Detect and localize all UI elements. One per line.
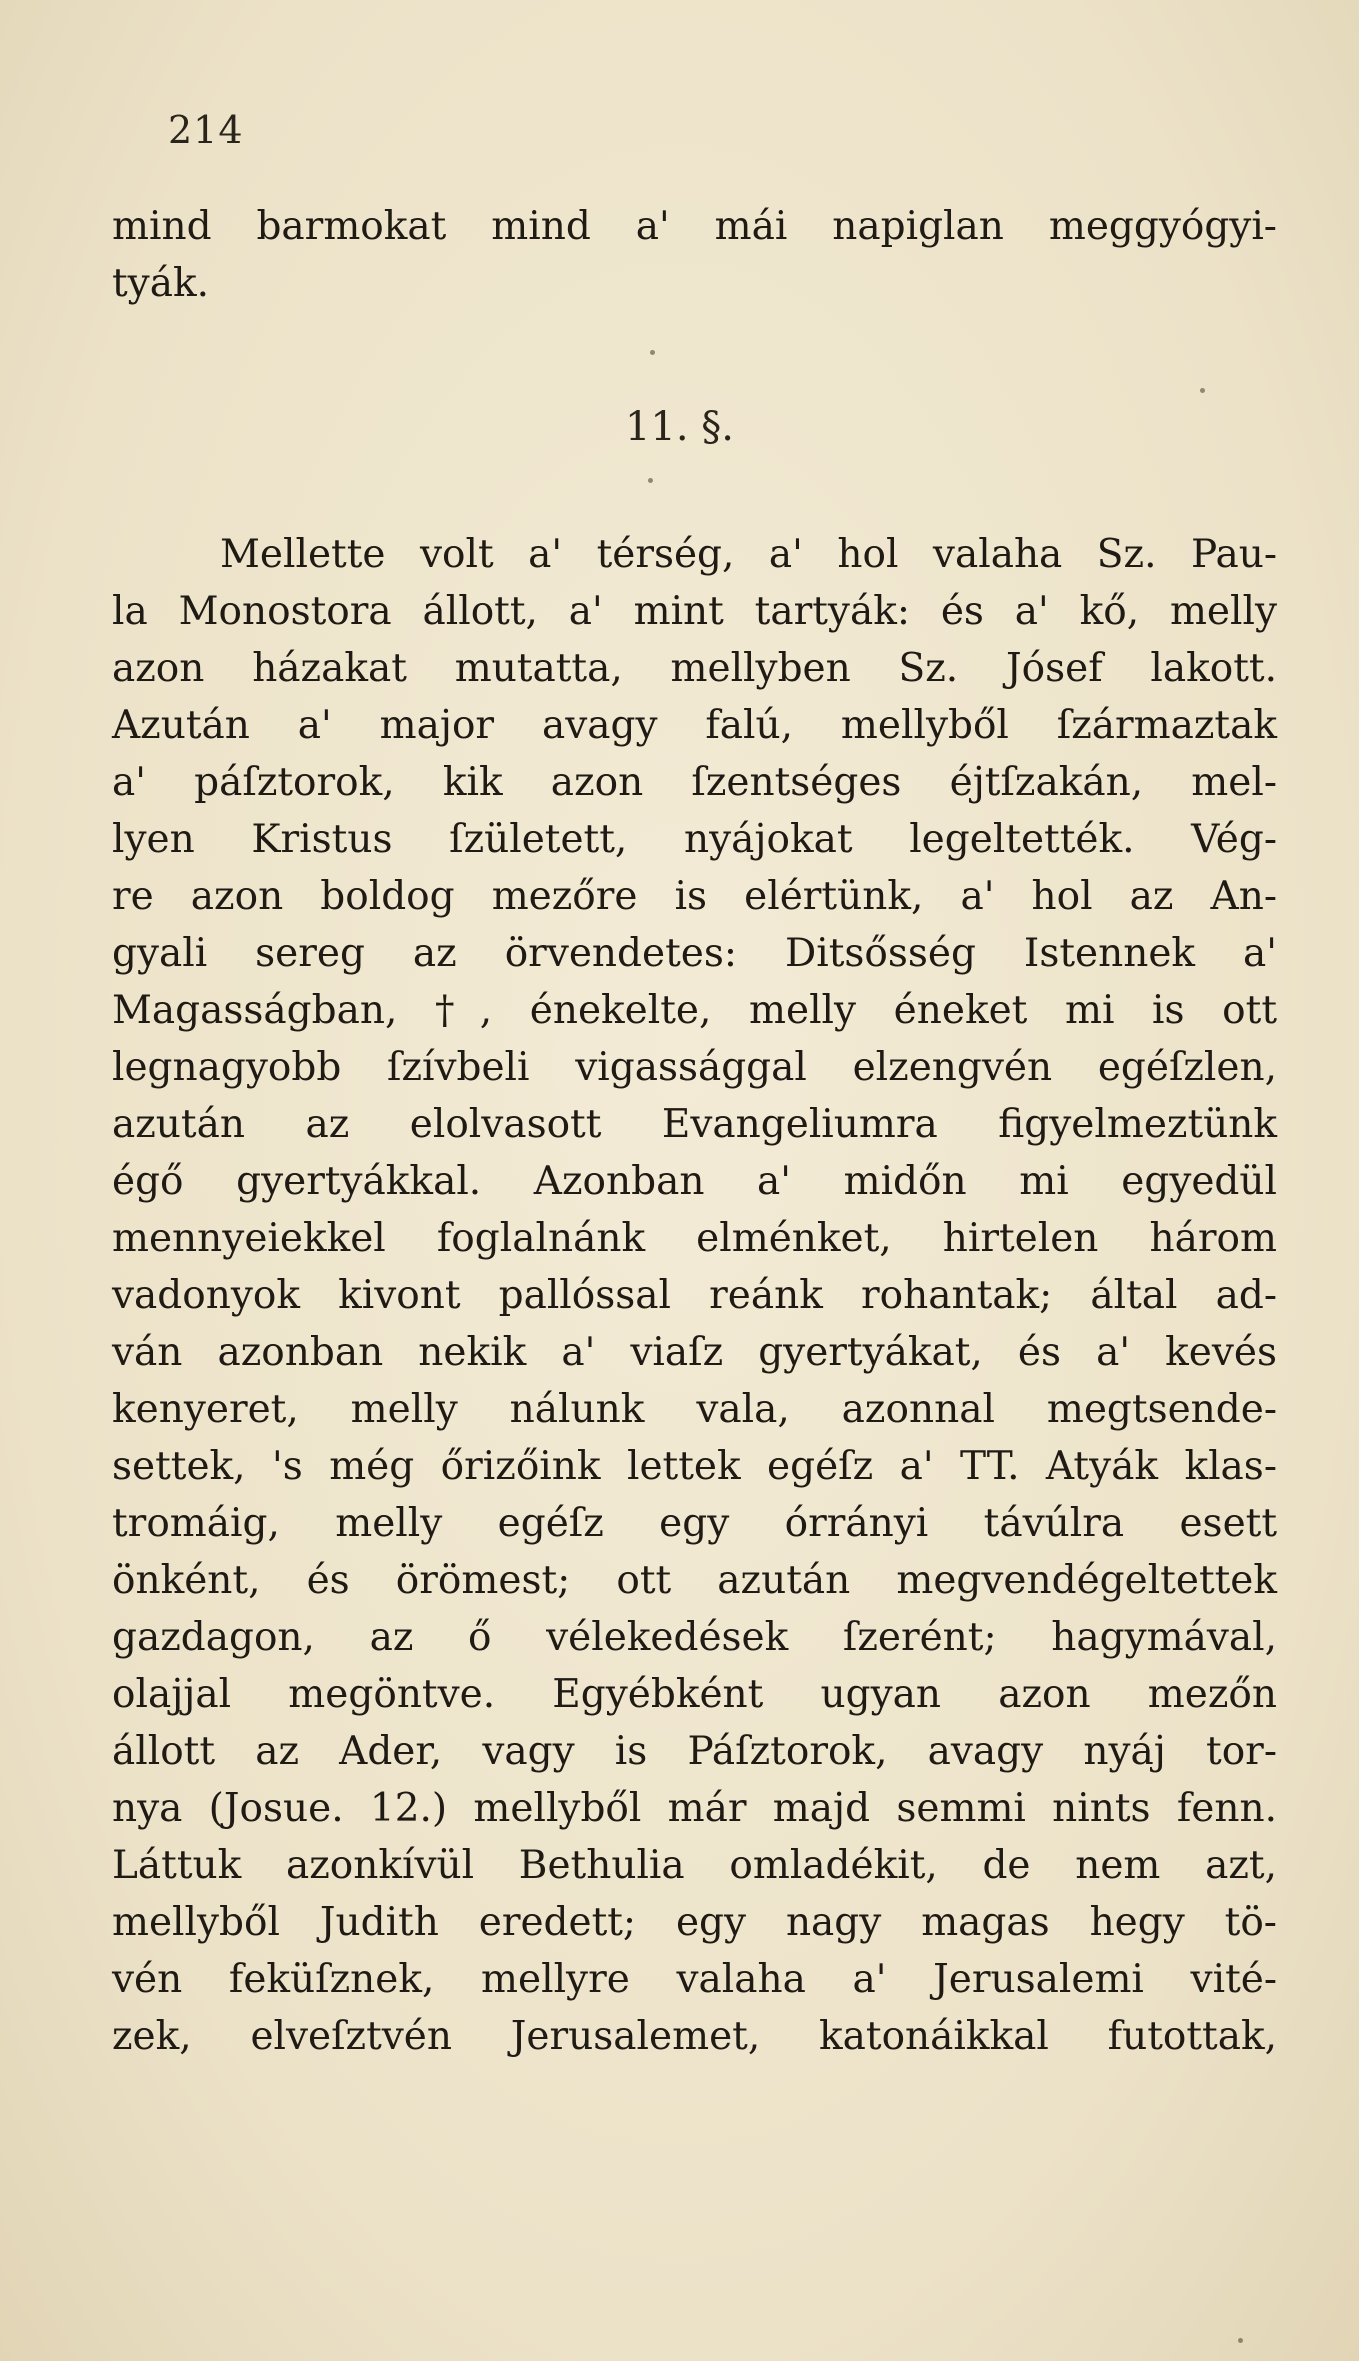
text-line: Láttuk azonkívül Bethulia omladékit, de nem azt, — [112, 1843, 1277, 1888]
text-line: nya (Josue. 12.) mellyből már majd semmi nints fenn. — [112, 1786, 1277, 1831]
section-heading: 11. §. — [624, 404, 735, 450]
text-line: lyen Kristus ſzületett, nyájokat legeltették. Vég- — [112, 817, 1277, 862]
text-line: gazdagon, az ő vélekedések ſzerént; hagymával, — [112, 1615, 1277, 1660]
text-line: tromáig, melly egéſz egy órrányi távúlra esett — [112, 1501, 1277, 1546]
text-line: a' páſztorok, kik azon ſzentséges éjtſzakán, mel- — [112, 760, 1277, 805]
text-line: settek, 's még őrizőink lettek egéſz a' TT. Atyák klas- — [112, 1444, 1277, 1489]
text-line: Azután a' major avagy falú, mellyből ſzármaztak — [112, 703, 1277, 748]
text-line: azután az elolvasott Evangeliumra figyelmeztünk — [112, 1102, 1277, 1147]
text-line: önként, és örömest; ott azután megvendégeltettek — [112, 1558, 1277, 1603]
paper-speck — [1238, 2338, 1243, 2343]
text-line: Magasságban, †, énekelte, melly éneket mi is ott — [112, 988, 1277, 1033]
text-line: égő gyertyákkal. Azonban a' midőn mi egyedül — [112, 1159, 1277, 1204]
text-line: la Monostora állott, a' mint tartyák: és a' kő, melly — [112, 589, 1277, 634]
text-line: olajjal megöntve. Egyébként ugyan azon mezőn — [112, 1672, 1277, 1717]
paper-speck — [1200, 388, 1205, 393]
text-line: vadonyok kivont pallóssal reánk rohantak; által ad- — [112, 1273, 1277, 1318]
body-paragraph — [112, 526, 1277, 2065]
text-line: azon házakat mutatta, mellyben Sz. Jósef lakott. — [112, 646, 1277, 691]
paper-speck — [648, 478, 653, 483]
text-line: állott az Ader, vagy is Páſztorok, avagy nyáj tor- — [112, 1729, 1277, 1774]
text-line: tyák. — [112, 261, 209, 306]
text-line: ván azonban nekik a' viaſz gyertyákat, és a' kevés — [112, 1330, 1277, 1375]
paper-speck — [650, 350, 655, 355]
text-line: zek, elveſztvén Jerusalemet, katonáikkal futottak, — [112, 2014, 1277, 2059]
text-line: re azon boldog mezőre is elértünk, a' hol az An- — [112, 874, 1277, 919]
text-line: mind barmokat mind a' mái napiglan meggyógyi- — [112, 204, 1277, 249]
text-line: mellyből Judith eredett; egy nagy magas hegy tö- — [112, 1900, 1277, 1945]
page-number: 214 — [168, 108, 244, 152]
text-line: Mellette volt a' térség, a' hol valaha Sz. Pau- — [220, 532, 1277, 577]
text-line: kenyeret, melly nálunk vala, azonnal megtsende- — [112, 1387, 1277, 1432]
text-line: vén feküſznek, mellyre valaha a' Jerusalemi vité- — [112, 1957, 1277, 2002]
text-line: mennyeiekkel foglalnánk elménket, hirtelen három — [112, 1216, 1277, 1261]
text-line: legnagyobb ſzívbeli vigassággal elzengvén egéſzlen, — [112, 1045, 1277, 1090]
intro-paragraph — [112, 198, 1277, 312]
text-line: gyali sereg az örvendetes: Ditsősség Istennek a' — [112, 931, 1277, 976]
